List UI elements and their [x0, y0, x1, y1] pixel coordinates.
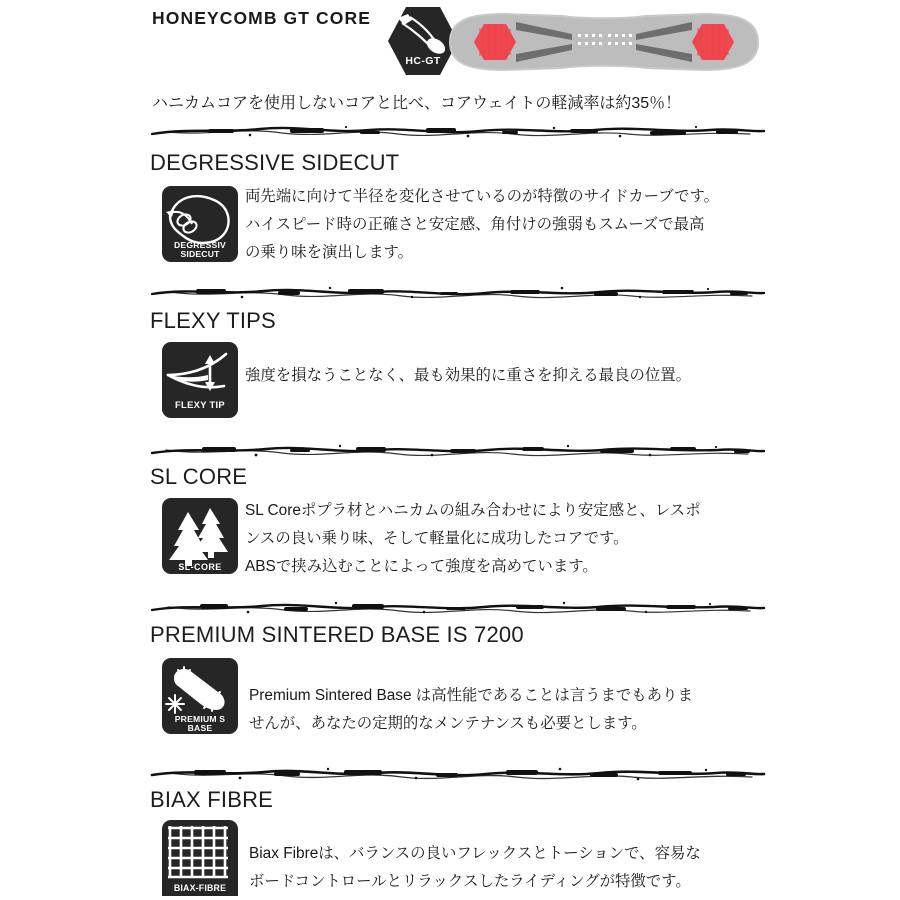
section-body [245, 183, 765, 267]
degressive-sidecut-icon [162, 186, 238, 262]
section-title: FLEXY TIPS [150, 308, 276, 333]
divider-3 [150, 440, 766, 460]
body-line: Biax Fibreは、バランスの良いフレックスとトーションで、容易な [249, 845, 701, 862]
icon-label-line1: DEGRESSIV [174, 240, 226, 250]
body-line: せんが、あなたの定期的なメンテナンスも必要とします。 [249, 715, 647, 732]
icon-label-line1: PREMIUM S [174, 714, 226, 724]
body-line: ボードコントロールとリラックスしたライディングが特徴です。 [249, 873, 691, 890]
sl-core-icon [162, 498, 238, 574]
page-title: HONEYCOMB GT CORE [152, 8, 371, 28]
body-line: の乗り味を演出します。 [245, 244, 414, 261]
divider-4 [150, 598, 766, 618]
body-line: ハイスピード時の正確さと安定感、角付けの強弱もスムーズで最高 [245, 216, 705, 233]
divider-2 [150, 283, 766, 303]
section-body [249, 682, 769, 738]
divider-1 [150, 122, 766, 142]
svg-text:HC-GT: HC-GT [405, 55, 441, 67]
body-line: ンスの良い乗り味、そして軽量化に成功したコアです。 [245, 530, 629, 547]
snowboard-top-view-graphic [444, 6, 764, 78]
flexy-tip-icon [162, 342, 238, 418]
icon-label-line2: SIDECUT [180, 249, 220, 259]
section-title: SL CORE [150, 464, 248, 489]
body-line: Premium Sintered Base は高性能であることは言うまでもありま [249, 687, 693, 704]
body-line: ABSで挟み込むことによって強度を高めています。 [245, 558, 598, 575]
section-body [249, 840, 769, 896]
lead-paragraph: ハニカムコアを使用しないコアと比べ、コアウェイトの軽減率は約35％！ [152, 95, 682, 112]
biax-fibre-icon [162, 820, 238, 896]
section-title: BIAX FIBRE [150, 787, 274, 812]
icon-label-line1: SL-CORE [178, 562, 222, 572]
body-line: 強度を損なうことなく、最も効果的に重さを抑える最良の位置。 [245, 367, 692, 384]
section-body [245, 497, 765, 581]
body-line: SL Coreポプラ材とハニカムの組み合わせにより安定感と、レスポ [245, 502, 701, 519]
premium-sintered-base-icon [162, 658, 238, 734]
section-title: PREMIUM SINTERED BASE IS 7200 [150, 622, 524, 647]
header [0, 0, 900, 88]
icon-label-line1: FLEXY TIP [175, 399, 225, 410]
section-title: DEGRESSIVE SIDECUT [150, 150, 400, 175]
icon-label-line1: BIAX-FIBRE [173, 883, 227, 893]
divider-5 [150, 764, 766, 784]
section-body [245, 362, 765, 390]
icon-label-line2: BASE [187, 723, 213, 733]
body-line: 両先端に向けて半径を変化させているのが特徴のサイドカーブです。 [245, 188, 720, 205]
